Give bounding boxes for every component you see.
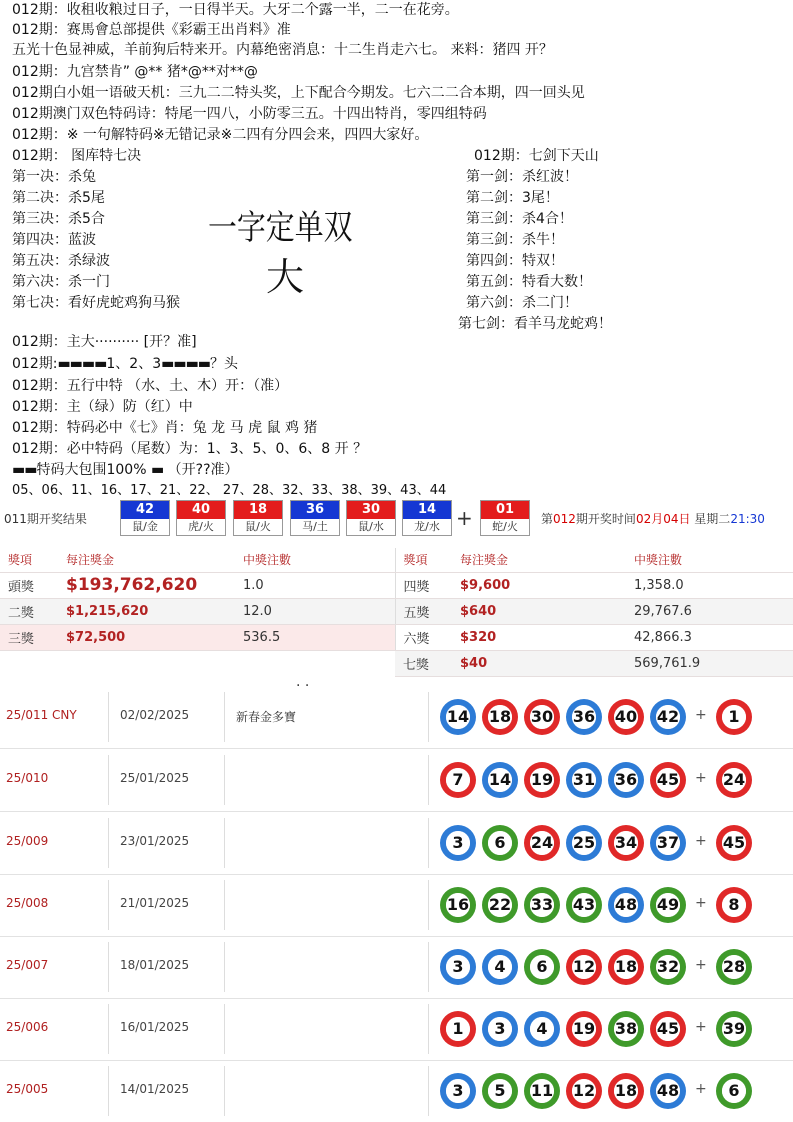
lottery-ball — [524, 762, 560, 798]
seven-tip-item: 第一决：杀兔 — [12, 169, 96, 185]
history-date: 21/01/2025 — [120, 896, 190, 910]
ball-number: 30 — [530, 707, 554, 726]
history-row — [0, 1060, 793, 1122]
draw-ball-number: 42 — [121, 501, 169, 519]
history-date: 14/01/2025 — [120, 1082, 190, 1096]
empty-cell — [235, 650, 395, 676]
prize-count: 536.5 — [235, 624, 395, 650]
column-divider — [428, 1004, 429, 1054]
column-divider — [428, 942, 429, 992]
draw-ball-zodiac: 虎/火 — [177, 519, 225, 535]
sword-item: 第六剑：杀二门！ — [466, 295, 578, 311]
special-ball — [716, 949, 752, 985]
history-period: 25/005 — [6, 1082, 49, 1096]
tip-seven-zodiac: 012期：特码必中《七》肖：兔 龙 马 虎 鼠 鸡 猪 — [12, 420, 318, 436]
lottery-ball — [608, 825, 644, 861]
ball-number: 6 — [536, 957, 548, 976]
lottery-ball — [440, 949, 476, 985]
column-divider — [224, 692, 225, 742]
history-date: 02/02/2025 — [120, 708, 190, 722]
prediction-line-3: 五光十色显神威，羊前狗后特来开。内幕绝密消息：十二生肖走六七。 来料：猪四 开？ — [12, 42, 553, 58]
ball-number: 43 — [572, 895, 596, 914]
lottery-ball — [608, 887, 644, 923]
history-row — [0, 812, 793, 875]
prediction-line-6: 012期澳门双色特码诗：特尾一四八，小防零三五。十四出特肖，零四组特码 — [12, 106, 487, 122]
lottery-ball — [524, 1073, 560, 1109]
tip-head-mid: 1、2、3 — [106, 356, 162, 372]
column-divider — [108, 880, 109, 930]
draw-ball-number: 40 — [177, 501, 225, 519]
lottery-ball — [650, 887, 686, 923]
lottery-ball — [524, 949, 560, 985]
draw-ball — [402, 500, 452, 536]
column-divider — [108, 818, 109, 868]
prize-amount: $640 — [452, 598, 626, 624]
draw-ball — [233, 500, 283, 536]
bar-decor: ▬▬▬▬ — [161, 356, 211, 372]
plus-icon: + — [695, 707, 707, 723]
ball-number: 42 — [656, 707, 680, 726]
column-divider — [428, 692, 429, 742]
lottery-ball — [524, 1011, 560, 1047]
empty-cell — [58, 650, 235, 676]
ball-number: 40 — [614, 707, 638, 726]
plus-icon: + — [695, 1081, 707, 1097]
column-divider — [224, 880, 225, 930]
draw-ball — [120, 500, 170, 536]
prediction-line-2: 012期：赛馬會总部提供《彩霸王出肖料》准 — [12, 22, 291, 38]
ball-number: 3 — [452, 1081, 464, 1100]
lottery-ball — [440, 825, 476, 861]
history-period: 25/006 — [6, 1020, 49, 1034]
ball-number: 33 — [530, 895, 554, 914]
seven-tip-item: 第七决：看好虎蛇鸡狗马猴 — [12, 295, 180, 311]
column-divider — [108, 942, 109, 992]
prediction-line-1: 012期：收租收粮过日子，一日得半天。大牙二个露一半，二一在花旁。 — [12, 2, 459, 18]
lottery-ball — [608, 1073, 644, 1109]
ball-number: 32 — [656, 957, 680, 976]
draw-ball-zodiac: 马/土 — [291, 519, 339, 535]
prize-count: 29,767.6 — [626, 598, 793, 624]
column-divider — [224, 1066, 225, 1116]
history-period: 25/009 — [6, 834, 49, 848]
column-divider — [224, 942, 225, 992]
prize-count: 1.0 — [235, 572, 395, 598]
prize-name: 二獎 — [0, 598, 58, 624]
history-row — [0, 874, 793, 937]
next-draw-date: 02月04日 — [635, 512, 691, 526]
ball-number: 19 — [530, 770, 554, 789]
tip-wave-color: 012期：主（绿）防（红）中 — [12, 399, 193, 415]
seven-tip-item: 第四决：蓝波 — [12, 232, 96, 248]
draw-ball-zodiac: 鼠/水 — [347, 519, 395, 535]
lottery-ball — [608, 1011, 644, 1047]
draw-ball-number: 14 — [403, 501, 451, 519]
ball-number: 22 — [488, 895, 512, 914]
lottery-ball — [566, 949, 602, 985]
ball-number: 3 — [452, 833, 464, 852]
lottery-ball — [650, 762, 686, 798]
history-date: 16/01/2025 — [120, 1020, 190, 1034]
history-row — [0, 749, 793, 812]
tip-tail-numbers: 012期：必中特码（尾数）为：1、3、5、0、6、8 开 ？ — [12, 441, 368, 457]
ball-number: 4 — [536, 1019, 548, 1038]
prize-row — [0, 624, 793, 650]
lottery-ball — [566, 762, 602, 798]
special-ball — [716, 699, 752, 735]
sword-item: 第四剑：特双！ — [466, 253, 564, 269]
prize-name: 頭獎 — [0, 572, 58, 598]
prize-name: 四獎 — [395, 572, 452, 598]
seven-tips-header: 012期： 图库特七决 — [12, 148, 142, 164]
tip-head — [12, 354, 238, 374]
lottery-ball — [650, 1011, 686, 1047]
lottery-ball — [482, 762, 518, 798]
history-period: 25/011 CNY — [6, 708, 77, 722]
lottery-ball — [440, 1073, 476, 1109]
ball-number: 18 — [488, 707, 512, 726]
prize-row — [0, 650, 793, 676]
lottery-ball — [524, 699, 560, 735]
bar-decor: ▬▬ — [12, 462, 37, 478]
plus-icon: + — [695, 833, 707, 849]
history-period: 25/007 — [6, 958, 49, 972]
special-ball — [716, 762, 752, 798]
next-draw-period: 012 — [553, 512, 576, 526]
ball-number: 4 — [494, 957, 506, 976]
lottery-ball — [440, 762, 476, 798]
prize-table — [0, 548, 793, 677]
ball-number: 31 — [572, 770, 596, 789]
ball-number: 49 — [656, 895, 680, 914]
column-divider — [108, 692, 109, 742]
prize-row — [0, 598, 793, 624]
ball-number: 6 — [728, 1081, 740, 1100]
ball-number: 18 — [614, 1081, 638, 1100]
sword-item: 第一剑：杀红波！ — [466, 169, 578, 185]
next-draw-prefix: 第 — [541, 512, 554, 526]
bar-decor: ▬ — [150, 462, 164, 478]
ball-number: 28 — [722, 957, 746, 976]
prize-name: 三獎 — [0, 624, 58, 650]
prediction-line-5: 012期白小姐一语破天机：三九二二特头奖，上下配合今期发。七六二二合本期，四一回头见 — [12, 85, 585, 101]
history-note: 新春金多寶 — [236, 710, 297, 724]
seven-swords-header: 012期：七剑下天山 — [474, 148, 599, 164]
column-divider — [428, 880, 429, 930]
ball-number: 36 — [572, 707, 596, 726]
ball-number: 45 — [656, 1019, 680, 1038]
ball-number: 12 — [572, 957, 596, 976]
prize-row — [0, 572, 793, 598]
lottery-ball — [482, 1011, 518, 1047]
plus-icon: + — [695, 895, 707, 911]
handwritten-odd-even: 一字定单双 — [208, 208, 353, 248]
special-ball — [716, 1073, 752, 1109]
divider-dots: · · — [296, 678, 310, 694]
ball-number: 12 — [572, 1081, 596, 1100]
ball-number: 39 — [722, 1019, 746, 1038]
lottery-ball — [608, 699, 644, 735]
ball-number: 38 — [614, 1019, 638, 1038]
ball-number: 11 — [530, 1081, 554, 1100]
special-ball — [716, 825, 752, 861]
surround-number-list: 05、06、11、16、17、21、22、 27、28、32、33、38、39、43、44 — [12, 483, 447, 498]
lottery-ball — [440, 887, 476, 923]
prize-count: 12.0 — [235, 598, 395, 624]
tip-head-suffix: ？头 — [210, 356, 239, 372]
prize-amount: $320 — [452, 624, 626, 650]
ball-number: 18 — [614, 957, 638, 976]
draw-special-ball — [480, 500, 530, 536]
ball-number: 1 — [728, 707, 740, 726]
sword-item: 第三剑：杀牛！ — [466, 232, 564, 248]
draw-ball-zodiac: 蛇/火 — [481, 519, 529, 535]
prize-amount: $9,600 — [452, 572, 626, 598]
lottery-ball — [482, 825, 518, 861]
seven-tip-item: 第五决：杀绿波 — [12, 253, 110, 269]
history-period: 25/010 — [6, 771, 49, 785]
next-draw-label: 期开奖时间 — [575, 512, 636, 526]
ball-number: 45 — [656, 770, 680, 789]
lottery-ball — [566, 1073, 602, 1109]
special-ball — [716, 887, 752, 923]
next-draw-weekday: 星期二 — [690, 512, 731, 526]
history-date: 25/01/2025 — [120, 771, 190, 785]
draw-ball-number: 36 — [291, 501, 339, 519]
lottery-ball — [482, 887, 518, 923]
prize-amount: $1,215,620 — [58, 598, 235, 624]
ball-number: 24 — [722, 770, 746, 789]
column-divider — [428, 818, 429, 868]
sword-item: 第五剑：特看大数！ — [466, 274, 592, 290]
prize-amount: $193,762,620 — [58, 572, 235, 598]
ball-number: 37 — [656, 833, 680, 852]
next-draw-clock: 21:30 — [730, 512, 765, 526]
ball-number: 5 — [494, 1081, 506, 1100]
prize-count: 42,866.3 — [626, 624, 793, 650]
history-row — [0, 998, 793, 1061]
column-divider — [108, 755, 109, 805]
plus-icon: + — [695, 957, 707, 973]
header-cell: 每注獎金 — [452, 548, 626, 572]
prediction-line-7: 012期：※ 一句解特码※无错记录※二四有分四会来，四四大家好。 — [12, 127, 429, 143]
header-cell: 獎項 — [0, 548, 58, 572]
history-date: 18/01/2025 — [120, 958, 190, 972]
ball-number: 48 — [614, 895, 638, 914]
special-ball — [716, 1011, 752, 1047]
ball-number: 48 — [656, 1081, 680, 1100]
tip-five-elements: 012期：五行中特 （水、土、木）开：（准） — [12, 378, 289, 394]
ball-number: 8 — [728, 895, 740, 914]
ball-number: 19 — [572, 1019, 596, 1038]
seven-tip-item: 第六决：杀一门 — [12, 274, 110, 290]
draw-result-title: 011期开奖结果 — [4, 512, 87, 526]
history-date: 23/01/2025 — [120, 834, 190, 848]
header-cell: 獎項 — [395, 548, 452, 572]
ball-number: 16 — [446, 895, 470, 914]
draw-ball — [346, 500, 396, 536]
lottery-ball — [482, 699, 518, 735]
lottery-ball — [524, 887, 560, 923]
draw-ball-number: 18 — [234, 501, 282, 519]
ball-number: 3 — [452, 957, 464, 976]
draw-result-bar — [0, 498, 793, 538]
column-divider — [428, 755, 429, 805]
draw-ball-number: 01 — [481, 501, 529, 519]
lottery-ball — [650, 699, 686, 735]
ball-number: 3 — [494, 1019, 506, 1038]
draw-ball — [176, 500, 226, 536]
tip-surround — [12, 460, 239, 480]
draw-ball-zodiac: 鼠/火 — [234, 519, 282, 535]
seven-tip-item: 第三决：杀5合 — [12, 211, 105, 227]
ball-number: 25 — [572, 833, 596, 852]
draw-ball-zodiac: 龙/水 — [403, 519, 451, 535]
header-cell: 每注獎金 — [58, 548, 235, 572]
lottery-ball — [650, 825, 686, 861]
prize-amount: $72,500 — [58, 624, 235, 650]
ball-number: 34 — [614, 833, 638, 852]
column-divider — [224, 818, 225, 868]
ball-number: 6 — [494, 833, 506, 852]
header-cell: 中獎注數 — [626, 548, 793, 572]
lottery-ball — [440, 1011, 476, 1047]
column-divider — [224, 755, 225, 805]
bar-decor: ▬▬▬▬ — [57, 356, 107, 372]
draw-ball — [290, 500, 340, 536]
column-divider — [108, 1004, 109, 1054]
lottery-ball — [482, 949, 518, 985]
lottery-ball — [566, 699, 602, 735]
handwritten-big: 大 — [266, 255, 305, 299]
lottery-ball — [608, 762, 644, 798]
prediction-line-4: 012期：九宫禁肯” @** 猪*@**对**@ — [12, 64, 258, 80]
column-divider — [224, 1004, 225, 1054]
ball-number: 14 — [446, 707, 470, 726]
prize-count: 569,761.9 — [626, 650, 793, 676]
plus-icon: + — [456, 506, 473, 530]
sword-item: 第七剑：看羊马龙蛇鸡！ — [458, 316, 612, 332]
lottery-ball — [482, 1073, 518, 1109]
seven-tip-item: 第二决：杀5尾 — [12, 190, 105, 206]
tip-head-prefix: 012期: — [12, 356, 58, 372]
ball-number: 14 — [488, 770, 512, 789]
history-row — [0, 686, 793, 749]
lottery-ball — [524, 825, 560, 861]
ball-number: 24 — [530, 833, 554, 852]
sword-item: 第三剑：杀4合！ — [466, 211, 573, 227]
history-row — [0, 936, 793, 999]
prize-name: 六獎 — [395, 624, 452, 650]
lottery-ball — [566, 825, 602, 861]
lottery-ball — [566, 1011, 602, 1047]
column-divider — [428, 1066, 429, 1116]
prize-name: 七獎 — [395, 650, 452, 676]
ball-number: 36 — [614, 770, 638, 789]
prize-count: 1,358.0 — [626, 572, 793, 598]
prize-name: 五獎 — [395, 598, 452, 624]
prize-table-header — [0, 548, 793, 572]
ball-number: 45 — [722, 833, 746, 852]
prize-amount: $40 — [452, 650, 626, 676]
tip-surround-suffix: （开??准） — [163, 462, 239, 478]
ball-number: 7 — [452, 770, 464, 789]
lottery-ball — [566, 887, 602, 923]
draw-ball-zodiac: 鼠/金 — [121, 519, 169, 535]
lottery-ball — [608, 949, 644, 985]
sword-item: 第二剑：3尾！ — [466, 190, 559, 206]
header-cell: 中獎注數 — [235, 548, 395, 572]
lottery-ball — [650, 949, 686, 985]
draw-ball-number: 30 — [347, 501, 395, 519]
tip-main-big: 012期：主大·········· [开？准] — [12, 334, 197, 350]
plus-icon: + — [695, 770, 707, 786]
ball-number: 1 — [452, 1019, 464, 1038]
column-divider — [108, 1066, 109, 1116]
empty-cell — [0, 650, 58, 676]
lottery-ball — [650, 1073, 686, 1109]
plus-icon: + — [695, 1019, 707, 1035]
lottery-ball — [440, 699, 476, 735]
history-period: 25/008 — [6, 896, 49, 910]
next-draw-time — [541, 510, 765, 527]
tip-surround-label: 特码大包围100% — [36, 462, 147, 478]
